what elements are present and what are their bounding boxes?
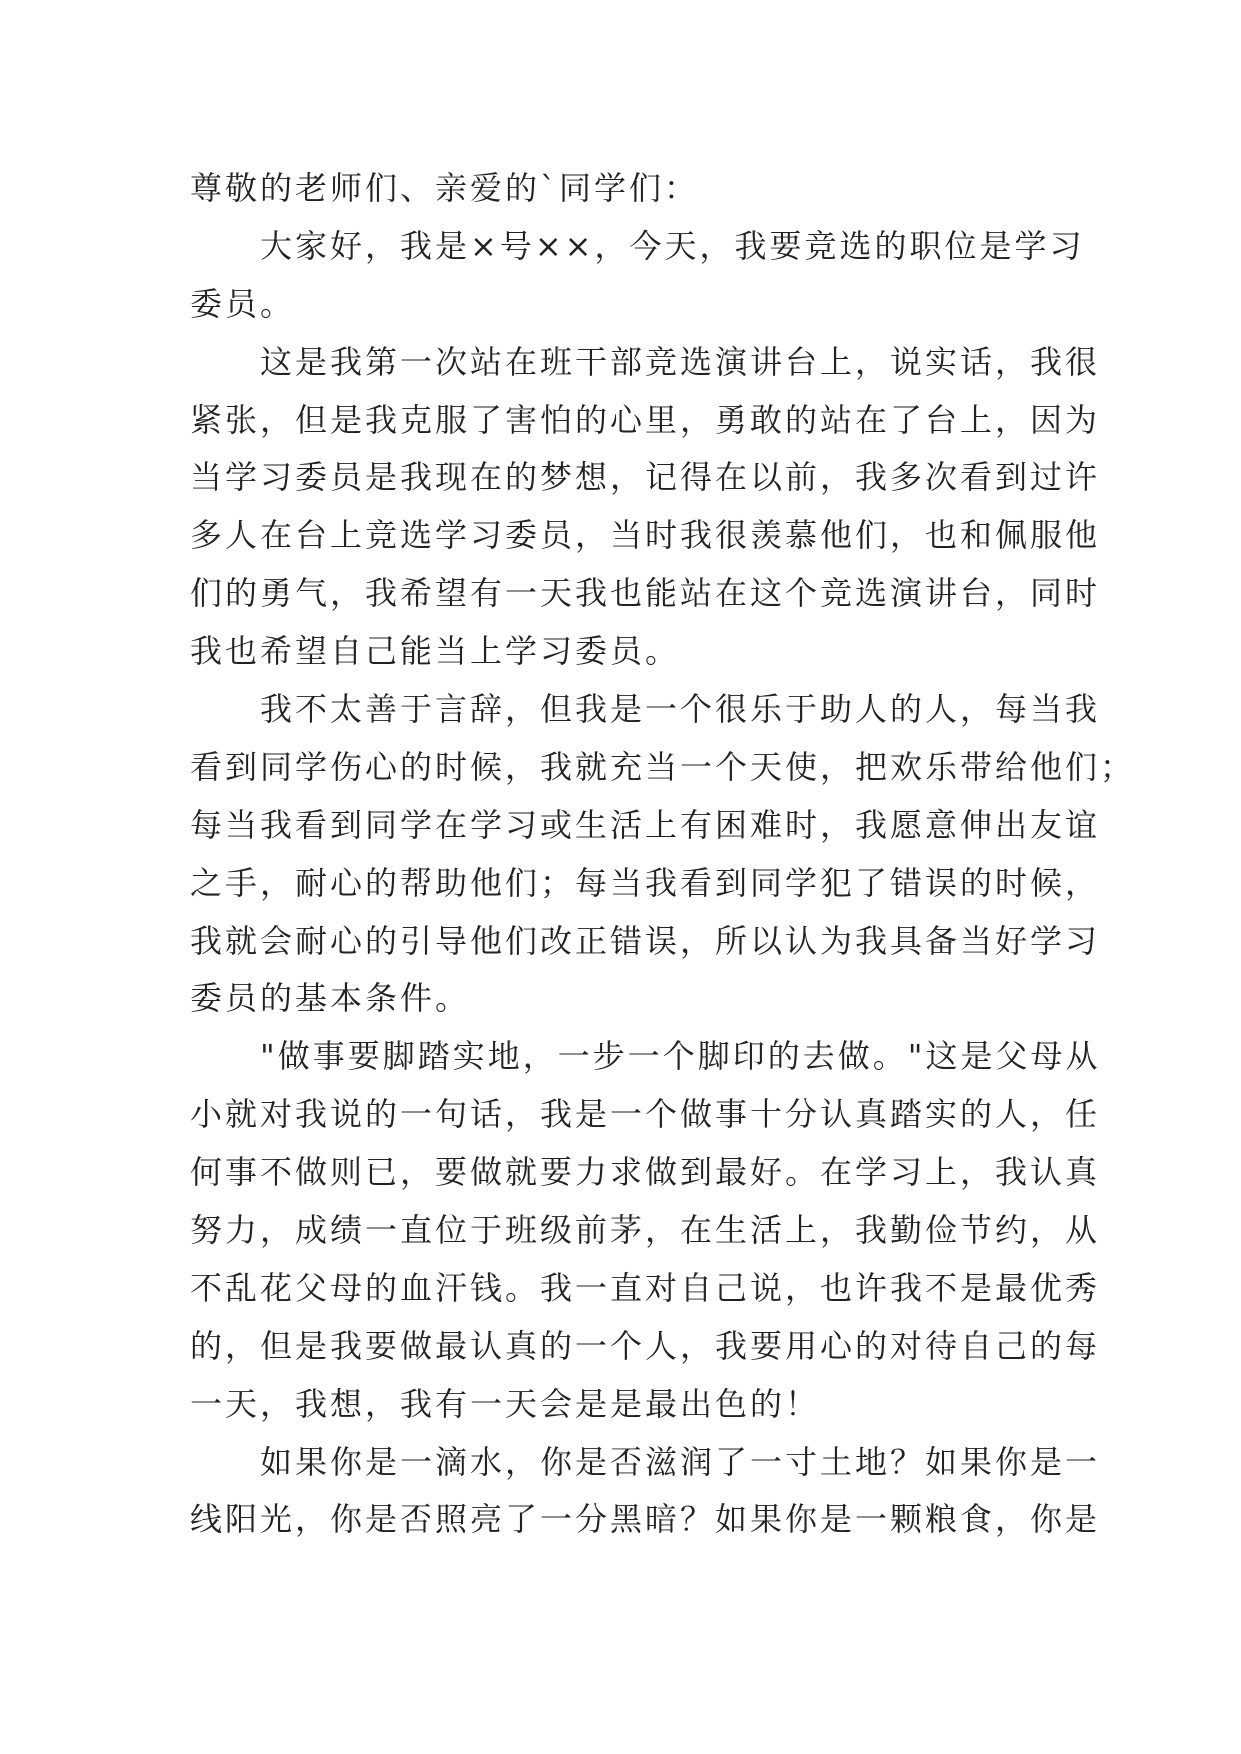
text-line: 的，但是我要做最认真的一个人，我要用心的对待自己的每: [190, 1326, 1101, 1365]
text-line: 每当我看到同学在学习或生活上有困难时，我愿意伸出友谊: [190, 805, 1101, 844]
text-line: 看到同学伤心的时候，我就充当一个天使，把欢乐带给他们；: [190, 747, 1136, 786]
text-line: 当学习委员是我现在的梦想，记得在以前，我多次看到过许: [190, 458, 1101, 497]
text-line: 线阳光，你是否照亮了一分黑暗？如果你是一颗粮食，你是: [190, 1500, 1101, 1539]
text-line: 委员。: [190, 284, 296, 323]
text-line: 何事不做则已，要做就要力求做到最好。在学习上，我认真: [190, 1153, 1101, 1192]
text-line: 我也希望自己能当上学习委员。: [190, 632, 681, 671]
text-line: 不乱花父母的血汗钱。我一直对自己说，也许我不是最优秀: [190, 1268, 1101, 1307]
text-line: 如果你是一滴水，你是否滋润了一寸土地？如果你是一: [190, 1442, 1101, 1481]
text-line: 我不太善于言辞，但我是一个很乐于助人的人，每当我: [190, 690, 1101, 729]
speech-text: [190, 160, 1136, 1549]
text-line: 委员的基本条件。: [190, 979, 471, 1018]
text-line: 小就对我说的一句话，我是一个做事十分认真踏实的人，任: [190, 1095, 1101, 1134]
text-line: 一天，我想，我有一天会是是最出色的！: [190, 1384, 821, 1423]
text-line: "做事要脚踏实地，一步一个脚印的去做。"这是父母从: [190, 1037, 1101, 1076]
text-line: 多人在台上竞选学习委员，当时我很羡慕他们，也和佩服他: [190, 516, 1101, 555]
text-line: 大家好，我是×号××，今天，我要竞选的职位是学习: [190, 226, 1085, 265]
text-line: 之手，耐心的帮助他们；每当我看到同学犯了错误的时候，: [190, 863, 1101, 902]
text-line: 这是我第一次站在班干部竞选演讲台上，说实话，我很: [190, 342, 1101, 381]
text-line: 们的勇气，我希望有一天我也能站在这个竞选演讲台，同时: [190, 574, 1101, 613]
text-line: 紧张，但是我克服了害怕的心里，勇敢的站在了台上，因为: [190, 400, 1101, 439]
text-line: 尊敬的老师们、亲爱的`同学们：: [190, 169, 700, 207]
text-line: 我就会耐心的引导他们改正错误，所以认为我具备当好学习: [190, 921, 1101, 960]
text-line: 努力，成绩一直位于班级前茅，在生活上，我勤俭节约，从: [190, 1211, 1101, 1250]
